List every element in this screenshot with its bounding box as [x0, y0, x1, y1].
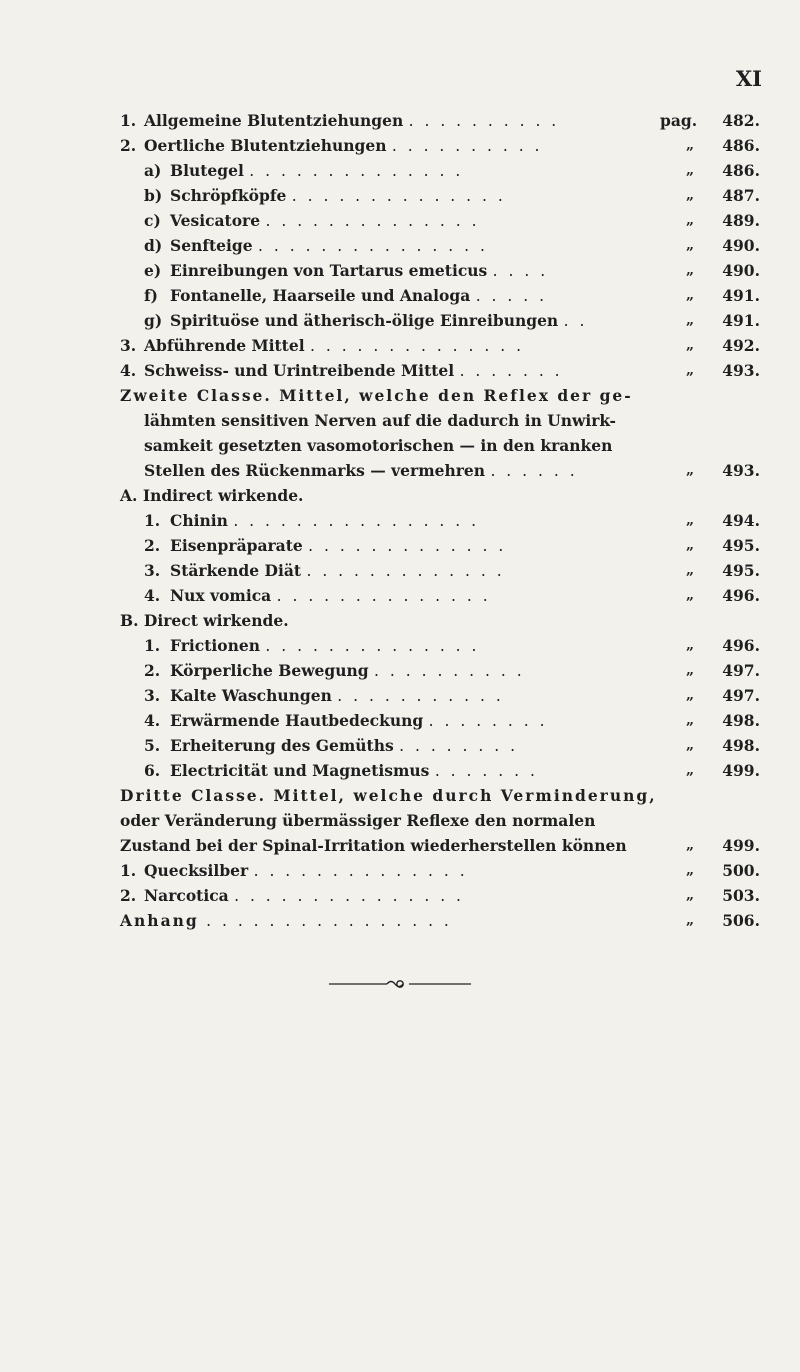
class-2-line: Zweite Classe. Mittel, welche den Reflex der ge- — [120, 386, 633, 405]
section-a-title: A. Indirect wirkende. — [120, 486, 304, 505]
ditto-mark: „ — [686, 362, 695, 378]
entry-number: 5. — [144, 736, 161, 755]
entry-page: 493. — [722, 461, 760, 480]
entry-number: 2. — [144, 536, 161, 555]
ditto-mark: „ — [686, 337, 695, 353]
section-heading — [0, 483, 800, 508]
entry-number: 2. — [120, 136, 137, 155]
entry-title: Chinin . . . . . . . . . . . . . . . . — [170, 511, 480, 530]
entry-number: e) — [144, 261, 162, 280]
ditto-mark: „ — [686, 512, 695, 528]
toc-entry — [0, 158, 800, 183]
entry-number: 4. — [144, 586, 161, 605]
entry-number: 4. — [120, 361, 137, 380]
toc-entry — [0, 183, 800, 208]
toc-entry — [0, 208, 800, 233]
entry-page: 498. — [722, 711, 760, 730]
entry-title: Narcotica . . . . . . . . . . . . . . . — [144, 886, 464, 905]
entry-number: 2. — [144, 661, 161, 680]
entry-page: 495. — [722, 536, 760, 555]
entry-title: Fontanelle, Haarseile und Analoga . . . . . — [170, 286, 548, 305]
entry-title: Erheiterung des Gemüths . . . . . . . . — [170, 736, 519, 755]
entry-title: Schröpfköpfe . . . . . . . . . . . . . . — [170, 186, 506, 205]
entry-title: Stärkende Diät . . . . . . . . . . . . . — [170, 561, 505, 580]
entry-page: 490. — [722, 261, 760, 280]
ditto-mark: „ — [686, 162, 695, 178]
class-2-line: lähmten sensitiven Nerven auf die dadurch in Unwirk- — [144, 411, 616, 430]
entry-number: 1. — [120, 861, 137, 880]
entry-page: 500. — [722, 861, 760, 880]
toc-entry — [0, 633, 800, 658]
entry-number: 6. — [144, 761, 161, 780]
toc-entry — [0, 908, 800, 933]
entry-title: Körperliche Bewegung . . . . . . . . . . — [170, 661, 525, 680]
entry-title: Oertliche Blutentziehungen . . . . . . . . . . — [144, 136, 543, 155]
entry-page: 496. — [722, 636, 760, 655]
entry-page: 493. — [722, 361, 760, 380]
ditto-mark: „ — [686, 912, 695, 928]
entry-page: 506. — [722, 911, 760, 930]
pag-label: pag. — [660, 111, 698, 130]
class-2-line: Stellen des Rückenmarks — vermehren . . . . . . — [144, 461, 578, 480]
class-heading-line — [0, 783, 800, 808]
toc-entry — [0, 683, 800, 708]
entry-page: 491. — [722, 311, 760, 330]
entry-title: Senfteige . . . . . . . . . . . . . . . — [170, 236, 488, 255]
section-b-title: B. Direct wirkende. — [120, 611, 289, 630]
ditto-mark: „ — [686, 862, 695, 878]
ditto-mark: „ — [686, 887, 695, 903]
entry-title: Vesicatore . . . . . . . . . . . . . . — [170, 211, 480, 230]
ditto-mark: „ — [686, 712, 695, 728]
toc-entry — [0, 883, 800, 908]
entry-page: 499. — [722, 761, 760, 780]
toc-entry — [0, 283, 800, 308]
entry-number: 1. — [144, 636, 161, 655]
page-number: XI — [735, 66, 762, 91]
entry-page: 497. — [722, 661, 760, 680]
ditto-mark: „ — [686, 462, 695, 478]
ditto-mark: „ — [686, 837, 695, 853]
toc-entry — [0, 108, 800, 133]
entry-number: a) — [144, 161, 162, 180]
entry-page: 492. — [722, 336, 760, 355]
toc-entry — [0, 233, 800, 258]
ditto-mark: „ — [686, 637, 695, 653]
entry-number: 3. — [144, 686, 161, 705]
entry-number: 3. — [144, 561, 161, 580]
class-heading-line — [0, 458, 800, 483]
entry-page: 503. — [722, 886, 760, 905]
entry-title: Spirituöse und ätherisch-ölige Einreibungen . . — [170, 311, 588, 330]
ditto-mark: „ — [686, 262, 695, 278]
entry-page: 487. — [722, 186, 760, 205]
ditto-mark: „ — [686, 562, 695, 578]
entry-page: 486. — [722, 136, 760, 155]
ditto-mark: „ — [686, 137, 695, 153]
entry-page: 486. — [722, 161, 760, 180]
class-heading-line — [0, 433, 800, 458]
entry-number: 1. — [120, 111, 137, 130]
entry-title: Schweiss- und Urintreibende Mittel . . . . . . . — [144, 361, 563, 380]
toc-entry — [0, 758, 800, 783]
entry-page: 499. — [722, 836, 760, 855]
class-heading-line — [0, 408, 800, 433]
entry-page: 490. — [722, 236, 760, 255]
ditto-mark: „ — [686, 287, 695, 303]
toc-entry — [0, 858, 800, 883]
class-3-line: Zustand bei der Spinal-Irritation wiederherstellen können — [120, 836, 627, 855]
ditto-mark: „ — [686, 237, 695, 253]
class-3-line: oder Veränderung übermässiger Reflexe den normalen — [120, 811, 596, 830]
entry-number: b) — [144, 186, 163, 205]
toc-entry — [0, 558, 800, 583]
toc-entry — [0, 308, 800, 333]
ditto-mark: „ — [686, 187, 695, 203]
toc-entry — [0, 333, 800, 358]
entry-number: 1. — [144, 511, 161, 530]
entry-title: Eisenpräparate . . . . . . . . . . . . . — [170, 536, 507, 555]
table-of-contents — [0, 108, 800, 933]
entry-title: Quecksilber . . . . . . . . . . . . . . — [144, 861, 468, 880]
entry-number: d) — [144, 236, 163, 255]
section-heading — [0, 608, 800, 633]
entry-page: 482. — [722, 111, 760, 130]
ditto-mark: „ — [686, 737, 695, 753]
entry-number: 2. — [120, 886, 137, 905]
entry-title: Abführende Mittel . . . . . . . . . . . . . . — [144, 336, 525, 355]
ditto-mark: „ — [686, 762, 695, 778]
toc-entry — [0, 583, 800, 608]
entry-page: 496. — [722, 586, 760, 605]
entry-page: 489. — [722, 211, 760, 230]
toc-entry — [0, 533, 800, 558]
entry-number: f) — [144, 286, 159, 305]
entry-number: c) — [144, 211, 161, 230]
class-3-line: Dritte Classe. Mittel, welche durch Verminderung, — [120, 786, 657, 805]
entry-number: g) — [144, 311, 163, 330]
entry-title: Allgemeine Blutentziehungen . . . . . . . . . . — [144, 111, 560, 130]
entry-title: Erwärmende Hautbedeckung . . . . . . . . — [170, 711, 548, 730]
class-2-line: samkeit gesetzten vasomotorischen — in den kranken — [144, 436, 613, 455]
entry-page: 498. — [722, 736, 760, 755]
toc-entry — [0, 133, 800, 158]
ditto-mark: „ — [686, 662, 695, 678]
entry-title: Frictionen . . . . . . . . . . . . . . — [170, 636, 480, 655]
ornament-divider — [329, 977, 471, 991]
entry-page: 497. — [722, 686, 760, 705]
entry-title: Nux vomica . . . . . . . . . . . . . . — [170, 586, 491, 605]
class-heading-line — [0, 833, 800, 858]
ditto-mark: „ — [686, 212, 695, 228]
ditto-mark: „ — [686, 312, 695, 328]
class-heading-line — [0, 808, 800, 833]
toc-entry — [0, 733, 800, 758]
entry-title: Anhang . . . . . . . . . . . . . . . . — [120, 911, 452, 930]
toc-entry — [0, 508, 800, 533]
entry-title: Electricität und Magnetismus . . . . . . . — [170, 761, 538, 780]
toc-entry — [0, 708, 800, 733]
ditto-mark: „ — [686, 587, 695, 603]
entry-page: 495. — [722, 561, 760, 580]
entry-title: Einreibungen von Tartarus emeticus . . . . — [170, 261, 549, 280]
entry-title: Blutegel . . . . . . . . . . . . . . — [170, 161, 464, 180]
entry-page: 494. — [722, 511, 760, 530]
ditto-mark: „ — [686, 687, 695, 703]
entry-number: 4. — [144, 711, 161, 730]
toc-entry — [0, 658, 800, 683]
class-heading-line — [0, 383, 800, 408]
toc-entry — [0, 358, 800, 383]
toc-entry — [0, 258, 800, 283]
entry-title: Kalte Waschungen . . . . . . . . . . . — [170, 686, 504, 705]
entry-number: 3. — [120, 336, 137, 355]
ditto-mark: „ — [686, 537, 695, 553]
entry-page: 491. — [722, 286, 760, 305]
